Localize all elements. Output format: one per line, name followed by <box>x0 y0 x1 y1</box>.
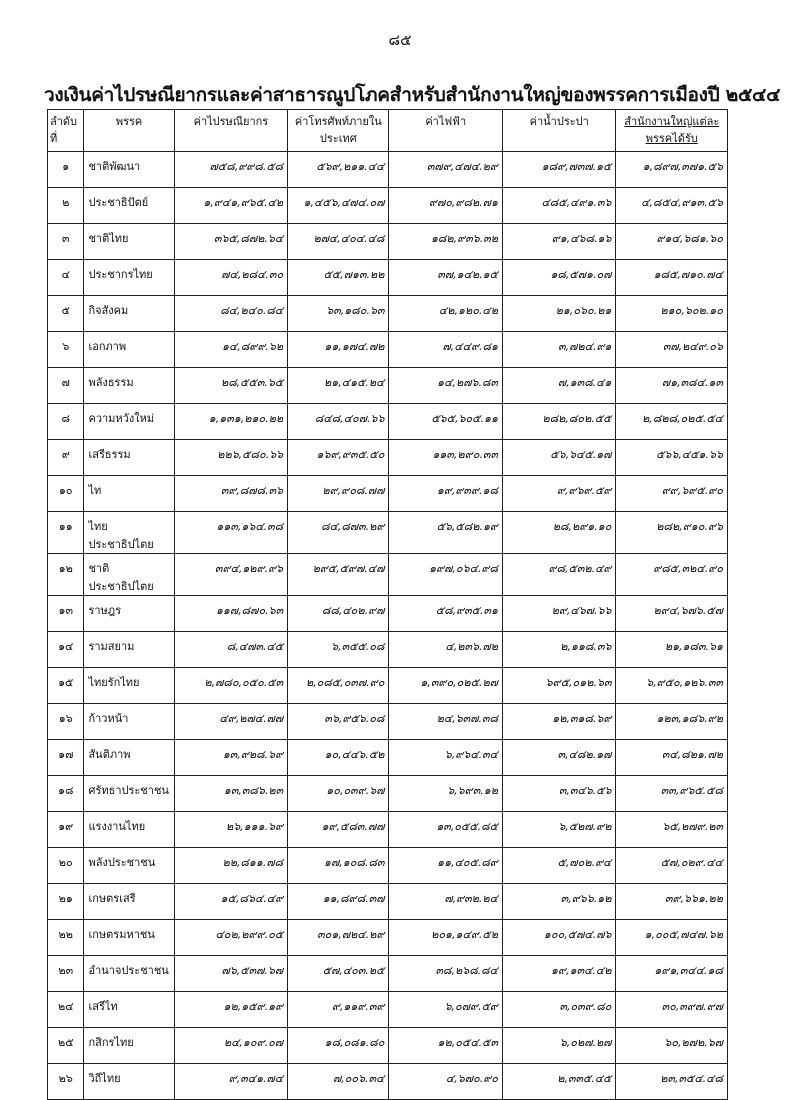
page-title: วงเงินค่าไปรษณียากรและค่าสาธารณูปโภคสำหรับสำนักงานใหญ่ของพรรคการเมืองปี ๒๕๔๔ <box>44 84 781 106</box>
header-water: ค่าน้ำประปา <box>502 110 616 152</box>
electricity-value: ๓๘,๒๖๘.๘๔ <box>389 956 503 992</box>
table-header-row <box>48 110 728 152</box>
electricity-value: ๖,๙๖๔.๓๔ <box>389 740 503 776</box>
electricity-value: ๗,๙๓๒.๒๔ <box>389 884 503 920</box>
telephone-value: ๖๓,๑๘๐.๖๓ <box>288 296 389 332</box>
postage-value: ๑๑๓,๑๖๔.๓๘ <box>174 512 288 554</box>
party-name: ราษฎร <box>84 596 174 632</box>
table-row <box>48 296 728 332</box>
telephone-value: ๑๐,๔๔๖.๕๒ <box>288 740 389 776</box>
water-value: ๙,๙๖๙.๕๙ <box>502 476 616 512</box>
table-row <box>48 440 728 476</box>
postage-value: ๓๙,๘๗๘.๓๖ <box>174 476 288 512</box>
postage-value: ๑๓,๓๘๖.๒๓ <box>174 776 288 812</box>
total-value: ๔,๘๕๔,๙๑๓.๕๖ <box>616 188 728 224</box>
table-row <box>48 332 728 368</box>
electricity-value: ๑๔,๒๗๖.๘๓ <box>389 368 503 404</box>
postage-value: ๑๒,๑๕๙.๑๙ <box>174 992 288 1028</box>
postage-value: ๒๒๖,๕๘๐.๖๖ <box>174 440 288 476</box>
water-value: ๖๙๕,๐๑๒.๖๓ <box>502 668 616 704</box>
water-value: ๒,๑๑๘.๓๖ <box>502 632 616 668</box>
telephone-value: ๕๖๙,๒๑๑.๔๔ <box>288 152 389 188</box>
budget-table <box>47 109 728 1100</box>
electricity-value: ๓๗๙,๔๗๔.๒๙ <box>389 152 503 188</box>
total-value: ๓๐,๓๙๗.๙๗ <box>616 992 728 1028</box>
table-row <box>48 632 728 668</box>
electricity-value: ๑๓,๐๕๕.๘๕ <box>389 812 503 848</box>
postage-value: ๒๒,๘๑๑.๗๘ <box>174 848 288 884</box>
electricity-value: ๑๑๓,๒๙๐.๓๓ <box>389 440 503 476</box>
total-value: ๑๘๕,๗๑๐.๗๔ <box>616 260 728 296</box>
row-index: ๑๕ <box>48 668 84 704</box>
electricity-value: ๖,๖๙๓.๑๒ <box>389 776 503 812</box>
postage-value: ๑๑๗,๘๗๐.๖๓ <box>174 596 288 632</box>
party-name: พลังธรรม <box>84 368 174 404</box>
telephone-value: ๓๐๑,๗๒๔.๒๙ <box>288 920 389 956</box>
table-row <box>48 740 728 776</box>
total-value: ๓๗,๒๔๙.๐๖ <box>616 332 728 368</box>
postage-value: ๑,๑๓๑,๒๑๐.๒๒ <box>174 404 288 440</box>
electricity-value: ๕๖,๕๘๒.๑๙ <box>389 512 503 554</box>
row-index: ๒๒ <box>48 920 84 956</box>
party-name: แรงงานไทย <box>84 812 174 848</box>
header-postage: ค่าไปรษณียากร <box>174 110 288 152</box>
telephone-value: ๑๘,๐๘๑.๘๐ <box>288 1028 389 1064</box>
electricity-value: ๙๗๐,๙๘๒.๗๑ <box>389 188 503 224</box>
table-row <box>48 512 728 554</box>
header-index: ลำดับที่ <box>48 110 84 152</box>
total-value: ๙๙,๖๙๕.๙๐ <box>616 476 728 512</box>
electricity-value: ๑๙๗,๐๖๔.๙๘ <box>389 554 503 596</box>
table-row <box>48 260 728 296</box>
electricity-value: ๑,๓๙๐,๐๒๕.๒๗ <box>389 668 503 704</box>
electricity-value: ๑๙,๙๓๙.๑๘ <box>389 476 503 512</box>
total-value: ๒๑,๑๘๓.๖๑ <box>616 632 728 668</box>
water-value: ๓,๙๖๖.๑๒ <box>502 884 616 920</box>
total-value: ๒๙๔,๖๗๖.๕๗ <box>616 596 728 632</box>
telephone-value: ๘๔๘,๔๐๗.๖๖ <box>288 404 389 440</box>
table-row <box>48 152 728 188</box>
row-index: ๑๓ <box>48 596 84 632</box>
table-row <box>48 554 728 596</box>
telephone-value: ๑๐,๐๓๙.๖๗ <box>288 776 389 812</box>
row-index: ๑๙ <box>48 812 84 848</box>
total-value: ๑,๐๐๕,๗๔๗.๖๒ <box>616 920 728 956</box>
page-number: ๘๕ <box>388 31 412 49</box>
water-value: ๒,๓๓๕.๔๕ <box>502 1064 616 1100</box>
row-index: ๖ <box>48 332 84 368</box>
postage-value: ๙,๓๔๑.๗๔ <box>174 1064 288 1100</box>
total-value: ๑๙๑,๓๔๔.๑๘ <box>616 956 728 992</box>
row-index: ๑๗ <box>48 740 84 776</box>
total-value: ๖,๙๕๐,๑๒๖.๓๓ <box>616 668 728 704</box>
electricity-value: ๖,๐๗๙.๕๙ <box>389 992 503 1028</box>
telephone-value: ๙,๑๑๙.๓๙ <box>288 992 389 1028</box>
row-index: ๒ <box>48 188 84 224</box>
electricity-value: ๗,๔๔๙.๘๑ <box>389 332 503 368</box>
row-index: ๑๖ <box>48 704 84 740</box>
electricity-value: ๔,๖๗๐.๙๐ <box>389 1064 503 1100</box>
telephone-value: ๒๙๕,๕๙๗.๔๗ <box>288 554 389 596</box>
telephone-value: ๑๑,๑๗๔.๗๒ <box>288 332 389 368</box>
telephone-value: ๒๙,๙๐๘.๗๗ <box>288 476 389 512</box>
row-index: ๑๐ <box>48 476 84 512</box>
electricity-value: ๕๖๕,๖๐๕.๑๑ <box>389 404 503 440</box>
party-name: ประชากรไทย <box>84 260 174 296</box>
telephone-value: ๕๗,๔๐๓.๒๕ <box>288 956 389 992</box>
electricity-value: ๓๗,๑๔๒.๑๕ <box>389 260 503 296</box>
row-index: ๒๖ <box>48 1064 84 1100</box>
row-index: ๕ <box>48 296 84 332</box>
row-index: ๒๐ <box>48 848 84 884</box>
row-index: ๑๘ <box>48 776 84 812</box>
table-row <box>48 1064 728 1100</box>
table-row <box>48 368 728 404</box>
electricity-value: ๔๒,๑๒๐.๔๒ <box>389 296 503 332</box>
total-value: ๙๑๔,๖๘๑.๖๐ <box>616 224 728 260</box>
table-row <box>48 224 728 260</box>
postage-value: ๒,๗๘๐,๐๕๐.๕๓ <box>174 668 288 704</box>
telephone-value: ๘๔,๘๗๓.๒๙ <box>288 512 389 554</box>
party-name: พลังประชาชน <box>84 848 174 884</box>
total-value: ๗๑,๓๘๔.๑๓ <box>616 368 728 404</box>
table-row <box>48 956 728 992</box>
postage-value: ๗๔,๒๘๔.๓๐ <box>174 260 288 296</box>
postage-value: ๑,๙๔๑,๙๖๕.๔๒ <box>174 188 288 224</box>
postage-value: ๑๓,๙๒๘.๖๙ <box>174 740 288 776</box>
telephone-value: ๖,๓๕๕.๐๘ <box>288 632 389 668</box>
telephone-value: ๗,๐๐๖.๓๔ <box>288 1064 389 1100</box>
telephone-value: ๒,๐๘๕,๐๓๗.๙๐ <box>288 668 389 704</box>
water-value: ๙๘,๕๓๒.๔๙ <box>502 554 616 596</box>
total-value: ๓๙,๖๖๑.๒๒ <box>616 884 728 920</box>
total-value: ๒,๘๒๘,๐๒๕.๕๔ <box>616 404 728 440</box>
table-row <box>48 404 728 440</box>
telephone-value: ๑๙,๕๘๓.๗๗ <box>288 812 389 848</box>
header-party: พรรค <box>84 110 174 152</box>
electricity-value: ๑๒,๐๕๔.๕๓ <box>389 1028 503 1064</box>
party-name: เอกภาพ <box>84 332 174 368</box>
row-index: ๓ <box>48 224 84 260</box>
table-row <box>48 668 728 704</box>
party-name: ไทยรักไทย <box>84 668 174 704</box>
water-value: ๓,๔๘๒.๑๗ <box>502 740 616 776</box>
telephone-value: ๒๑,๔๑๕.๒๔ <box>288 368 389 404</box>
water-value: ๔๘๕,๔๙๑.๓๖ <box>502 188 616 224</box>
header-telephone: ค่าโทรศัพท์ภายในประเทศ <box>288 110 389 152</box>
postage-value: ๒๘,๕๕๓.๖๕ <box>174 368 288 404</box>
party-name: เสรีธรรม <box>84 440 174 476</box>
electricity-value: ๕๘,๙๓๕.๓๑ <box>389 596 503 632</box>
row-index: ๑ <box>48 152 84 188</box>
party-name: กสิกรไทย <box>84 1028 174 1064</box>
postage-value: ๘,๔๗๓.๔๕ <box>174 632 288 668</box>
electricity-value: ๑๘๒,๙๓๖.๓๒ <box>389 224 503 260</box>
water-value: ๑๐๐,๕๗๔.๗๖ <box>502 920 616 956</box>
total-value: ๑,๘๙๗,๓๗๑.๕๖ <box>616 152 728 188</box>
total-value: ๕๖๖,๔๕๑.๖๖ <box>616 440 728 476</box>
party-name: ชาติไทย <box>84 224 174 260</box>
party-name: รามสยาม <box>84 632 174 668</box>
table-row <box>48 992 728 1028</box>
row-index: ๘ <box>48 404 84 440</box>
row-index: ๔ <box>48 260 84 296</box>
party-name: กิจสังคม <box>84 296 174 332</box>
electricity-value: ๒๐๑,๑๔๙.๕๒ <box>389 920 503 956</box>
water-value: ๖,๕๒๗.๙๒ <box>502 812 616 848</box>
party-name: เกษตรมหาชน <box>84 920 174 956</box>
row-index: ๗ <box>48 368 84 404</box>
total-value: ๒๘๒,๙๑๐.๙๖ <box>616 512 728 554</box>
row-index: ๒๕ <box>48 1028 84 1064</box>
water-value: ๓,๓๔๖.๕๖ <box>502 776 616 812</box>
party-name: สันติภาพ <box>84 740 174 776</box>
postage-value: ๒๔,๑๐๙.๐๗ <box>174 1028 288 1064</box>
party-name: ไทยประชาธิปไตย <box>84 512 174 554</box>
water-value: ๑๘๙,๗๓๗.๑๕ <box>502 152 616 188</box>
total-value: ๒๓,๓๕๔.๔๘ <box>616 1064 728 1100</box>
table-row <box>48 776 728 812</box>
telephone-value: ๓๖,๙๕๖.๐๘ <box>288 704 389 740</box>
total-value: ๓๔,๘๒๑.๗๒ <box>616 740 728 776</box>
party-name: ศรัทธาประชาชน <box>84 776 174 812</box>
water-value: ๖,๐๒๗.๒๗ <box>502 1028 616 1064</box>
table-row <box>48 596 728 632</box>
party-name: ชาติประชาธิปไตย <box>84 554 174 596</box>
table-row <box>48 188 728 224</box>
row-index: ๑๔ <box>48 632 84 668</box>
water-value: ๕,๗๐๒.๙๔ <box>502 848 616 884</box>
row-index: ๒๔ <box>48 992 84 1028</box>
postage-value: ๔๐๒,๒๙๙.๐๕ <box>174 920 288 956</box>
row-index: ๑๒ <box>48 554 84 596</box>
total-value: ๖๕,๒๗๙.๒๓ <box>616 812 728 848</box>
postage-value: ๑๕,๘๖๔.๔๙ <box>174 884 288 920</box>
telephone-value: ๑๗,๑๐๘.๘๓ <box>288 848 389 884</box>
party-name: เกษตรเสรี <box>84 884 174 920</box>
table-row <box>48 476 728 512</box>
telephone-value: ๒๗๔,๔๐๔.๔๘ <box>288 224 389 260</box>
total-value: ๒๑๐,๖๐๒.๑๐ <box>616 296 728 332</box>
water-value: ๒๘,๒๙๑.๑๐ <box>502 512 616 554</box>
table-row <box>48 704 728 740</box>
telephone-value: ๑๑,๘๙๘.๓๗ <box>288 884 389 920</box>
party-name: ก้าวหน้า <box>84 704 174 740</box>
table-body <box>48 152 728 1100</box>
row-index: ๒๑ <box>48 884 84 920</box>
postage-value: ๓๙๔,๑๒๙.๙๖ <box>174 554 288 596</box>
total-value: ๕๗,๐๒๙.๔๔ <box>616 848 728 884</box>
header-total-received: สำนักงานใหญ่แต่ละพรรคได้รับ <box>616 110 728 152</box>
total-value: ๙๘๕,๓๒๔.๙๐ <box>616 554 728 596</box>
party-name: ความหวังใหม่ <box>84 404 174 440</box>
water-value: ๑๙,๑๓๔.๔๒ <box>502 956 616 992</box>
table-row <box>48 848 728 884</box>
water-value: ๓,๗๒๔.๙๑ <box>502 332 616 368</box>
party-name: ชาติพัฒนา <box>84 152 174 188</box>
water-value: ๒๙,๔๖๗.๖๖ <box>502 596 616 632</box>
postage-value: ๓๖๕,๘๗๒.๖๔ <box>174 224 288 260</box>
postage-value: ๗๕๘,๙๙๘.๕๘ <box>174 152 288 188</box>
party-name: ไท <box>84 476 174 512</box>
water-value: ๙๑,๔๖๘.๑๖ <box>502 224 616 260</box>
telephone-value: ๘๘,๔๐๒.๙๗ <box>288 596 389 632</box>
water-value: ๑๘,๕๗๑.๐๗ <box>502 260 616 296</box>
row-index: ๒๓ <box>48 956 84 992</box>
table-row <box>48 884 728 920</box>
postage-value: ๘๔,๒๔๐.๘๔ <box>174 296 288 332</box>
water-value: ๕๖,๖๔๕.๑๗ <box>502 440 616 476</box>
total-value: ๖๐,๒๗๒.๖๗ <box>616 1028 728 1064</box>
party-name: เสรีไท <box>84 992 174 1028</box>
party-name: ประชาธิปัตย์ <box>84 188 174 224</box>
water-value: ๒๘๒,๘๐๒.๕๕ <box>502 404 616 440</box>
postage-value: ๗๖,๕๓๗.๖๗ <box>174 956 288 992</box>
electricity-value: ๔,๒๓๖.๗๒ <box>389 632 503 668</box>
water-value: ๓,๐๓๙.๘๐ <box>502 992 616 1028</box>
telephone-value: ๑,๔๕๖,๔๗๔.๐๗ <box>288 188 389 224</box>
header-electricity: ค่าไฟฟ้า <box>389 110 503 152</box>
water-value: ๑๒,๓๑๘.๖๙ <box>502 704 616 740</box>
row-index: ๑๑ <box>48 512 84 554</box>
party-name: วิถีไทย <box>84 1064 174 1100</box>
telephone-value: ๕๕,๗๑๓.๒๒ <box>288 260 389 296</box>
table-row <box>48 920 728 956</box>
telephone-value: ๑๖๙,๙๓๕.๕๐ <box>288 440 389 476</box>
water-value: ๒๑,๐๖๐.๒๑ <box>502 296 616 332</box>
water-value: ๗,๑๓๘.๔๑ <box>502 368 616 404</box>
party-name: อำนาจประชาชน <box>84 956 174 992</box>
postage-value: ๑๔,๘๙๙.๖๒ <box>174 332 288 368</box>
postage-value: ๒๖,๑๑๑.๖๙ <box>174 812 288 848</box>
total-value: ๓๓,๙๖๕.๕๘ <box>616 776 728 812</box>
row-index: ๙ <box>48 440 84 476</box>
table-row <box>48 1028 728 1064</box>
total-value: ๑๒๓,๑๘๖.๙๒ <box>616 704 728 740</box>
electricity-value: ๒๔,๖๓๗.๓๘ <box>389 704 503 740</box>
electricity-value: ๑๑,๔๐๕.๘๙ <box>389 848 503 884</box>
table-row <box>48 812 728 848</box>
postage-value: ๔๙,๒๗๔.๗๗ <box>174 704 288 740</box>
